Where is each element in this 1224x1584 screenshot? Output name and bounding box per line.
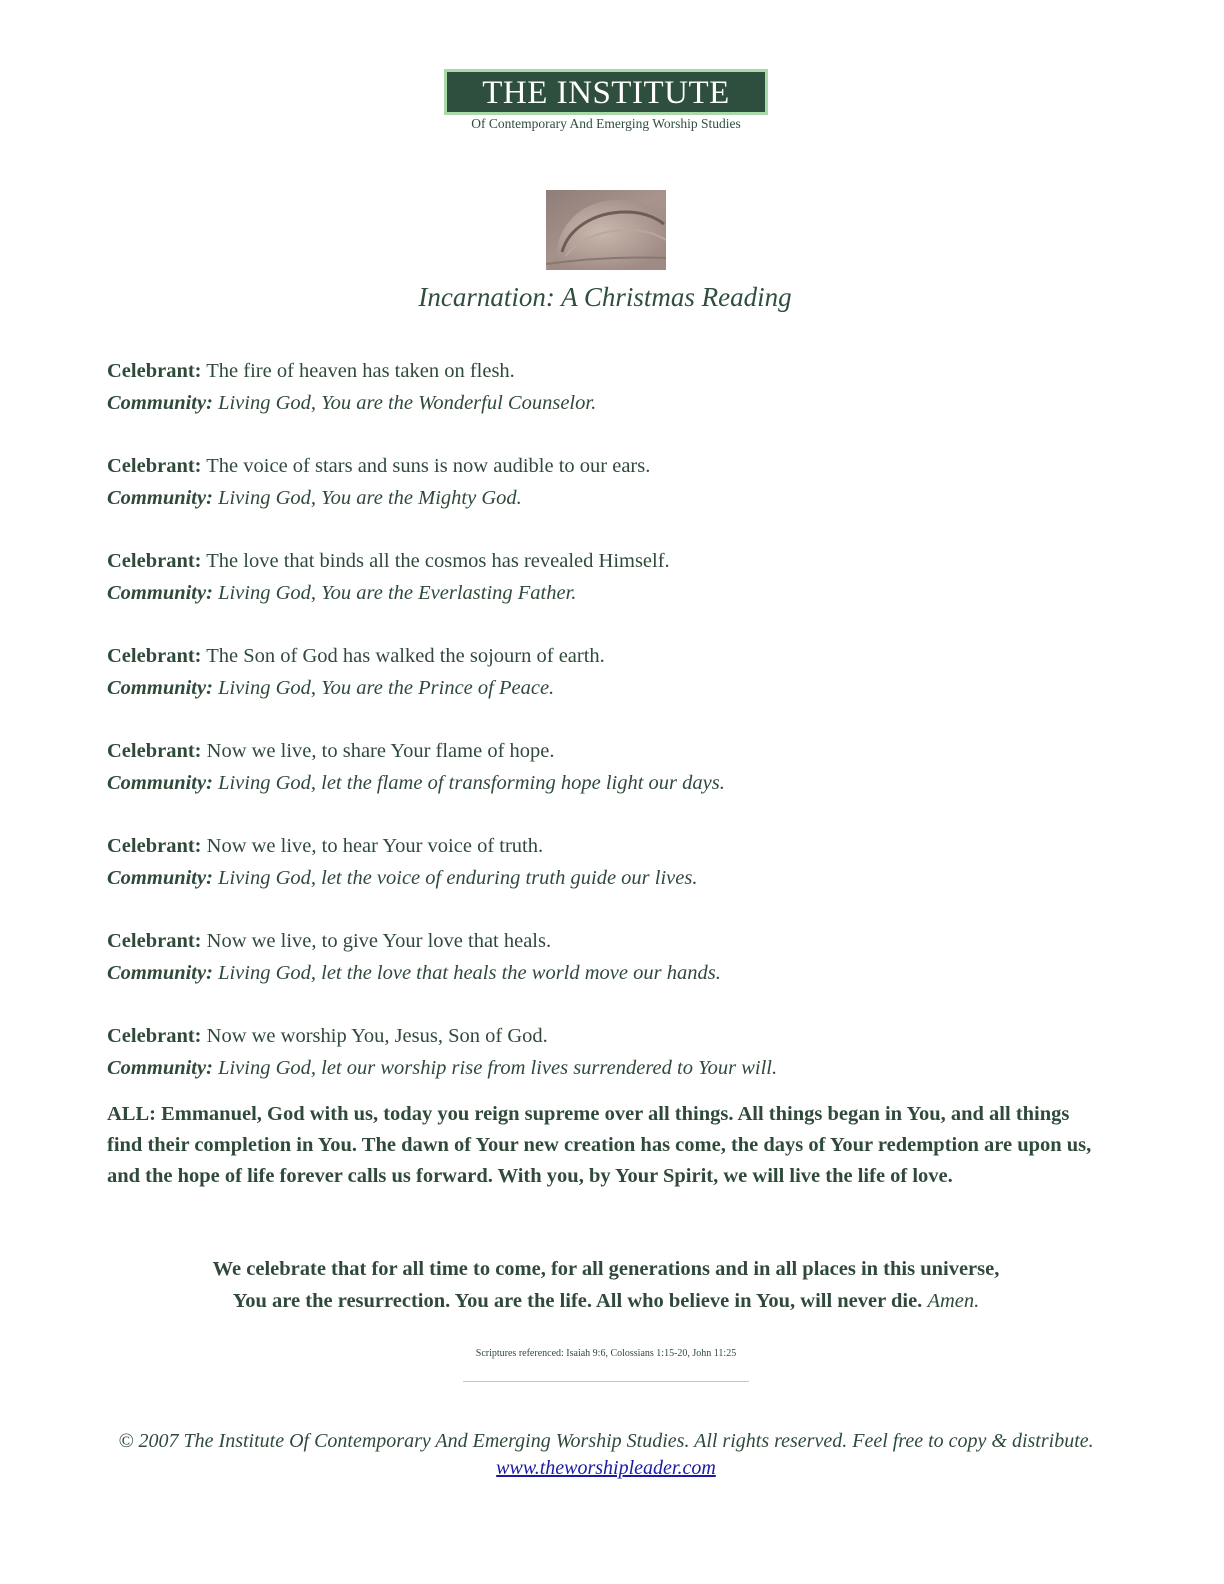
community-role: Community:	[107, 772, 213, 794]
community-text: Living God, let the flame of transforming hope light our days.	[218, 772, 725, 794]
footer-divider	[463, 1381, 749, 1382]
celebrant-line	[107, 925, 1117, 957]
amen-text: Amen.	[927, 1290, 980, 1312]
community-line	[107, 862, 1117, 894]
responsive-readings	[107, 355, 1117, 1115]
celebrant-text: The voice of stars and suns is now audible to our ears.	[206, 455, 651, 477]
scriptures-referenced: Scriptures referenced: Isaiah 9:6, Colossians 1:15-20, John 11:25	[475, 1348, 737, 1359]
celebrant-line	[107, 1020, 1117, 1052]
community-text: Living God, You are the Wonderful Counselor.	[218, 392, 597, 414]
community-line	[107, 957, 1117, 989]
celebrant-role: Celebrant:	[107, 645, 202, 667]
community-line	[107, 672, 1117, 704]
reading-exchange-1	[107, 355, 1117, 419]
celebrant-text: Now we live, to share Your flame of hope.	[206, 740, 555, 762]
copyright-notice: © 2007 The Institute Of Contemporary And Emerging Worship Studies. All rights reserved. Feel free to copy & distribute.	[118, 1430, 1094, 1452]
celebrant-line	[107, 355, 1117, 387]
reading-exchange-3	[107, 545, 1117, 609]
celebrant-role: Celebrant:	[107, 1025, 202, 1047]
website-line	[0, 1457, 1212, 1480]
community-line	[107, 1052, 1117, 1084]
community-line	[107, 767, 1117, 799]
celebrant-text: Now we worship You, Jesus, Son of God.	[206, 1025, 548, 1047]
community-role: Community:	[107, 392, 213, 414]
celebrant-role: Celebrant:	[107, 455, 202, 477]
community-text: Living God, let the voice of enduring truth guide our lives.	[218, 867, 698, 889]
community-line	[107, 482, 1117, 514]
website-link[interactable]: www.theworshipleader.com	[496, 1457, 716, 1479]
sculpture-eye-image	[546, 190, 666, 270]
community-line	[107, 387, 1117, 419]
reading-exchange-7	[107, 925, 1117, 989]
closing-declaration	[0, 1253, 1212, 1317]
sculpture-eye-graphic	[546, 190, 666, 270]
community-text: Living God, You are the Mighty God.	[218, 487, 522, 509]
document-title: Incarnation: A Christmas Reading	[418, 282, 792, 312]
celebrant-role: Celebrant:	[107, 835, 202, 857]
community-text: Living God, let the love that heals the world move our hands.	[218, 962, 721, 984]
closing-line-1: We celebrate that for all time to come, for all generations and in all places in this universe,	[212, 1258, 1000, 1280]
community-role: Community:	[107, 1057, 213, 1079]
celebrant-line	[107, 830, 1117, 862]
celebrant-role: Celebrant:	[107, 740, 202, 762]
celebrant-role: Celebrant:	[107, 360, 202, 382]
community-role: Community:	[107, 962, 213, 984]
reading-exchange-4	[107, 640, 1117, 704]
celebrant-role: Celebrant:	[107, 550, 202, 572]
community-text: Living God, You are the Everlasting Father.	[218, 582, 577, 604]
reading-exchange-2	[107, 450, 1117, 514]
community-role: Community:	[107, 487, 213, 509]
celebrant-line	[107, 735, 1117, 767]
reading-exchange-6	[107, 830, 1117, 894]
community-text: Living God, You are the Prince of Peace.	[218, 677, 555, 699]
closing-line-2	[0, 1285, 1212, 1317]
celebrant-text: The Son of God has walked the sojourn of earth.	[206, 645, 605, 667]
reading-exchange-8	[107, 1020, 1117, 1084]
closing-line-2-text: You are the resurrection. You are the life. All who believe in You, will never die.	[232, 1290, 923, 1312]
celebrant-line	[107, 450, 1117, 482]
community-line	[107, 577, 1117, 609]
community-role: Community:	[107, 677, 213, 699]
celebrant-text: The love that binds all the cosmos has revealed Himself.	[206, 550, 670, 572]
celebrant-text: The fire of heaven has taken on flesh.	[206, 360, 515, 382]
institute-logo	[444, 69, 768, 115]
community-role: Community:	[107, 582, 213, 604]
celebrant-text: Now we live, to give Your love that heals.	[206, 930, 552, 952]
logo-subtitle: Of Contemporary And Emerging Worship Studies	[471, 116, 741, 131]
reading-exchange-5	[107, 735, 1117, 799]
all-response-paragraph: ALL: Emmanuel, God with us, today you reign supreme over all things. All things began in You, and all things find their completion in You. The dawn of Your new creation has come, the days of Your redemption are upon us, and the hope of life forever calls us forward. With you, by Your Spirit, we will live the life of love.	[107, 1103, 1092, 1187]
celebrant-line	[107, 545, 1117, 577]
community-text: Living God, let our worship rise from lives surrendered to Your will.	[218, 1057, 778, 1079]
celebrant-line	[107, 640, 1117, 672]
celebrant-text: Now we live, to hear Your voice of truth.	[206, 835, 544, 857]
logo-title: THE INSTITUTE	[482, 74, 730, 111]
community-role: Community:	[107, 867, 213, 889]
celebrant-role: Celebrant:	[107, 930, 202, 952]
